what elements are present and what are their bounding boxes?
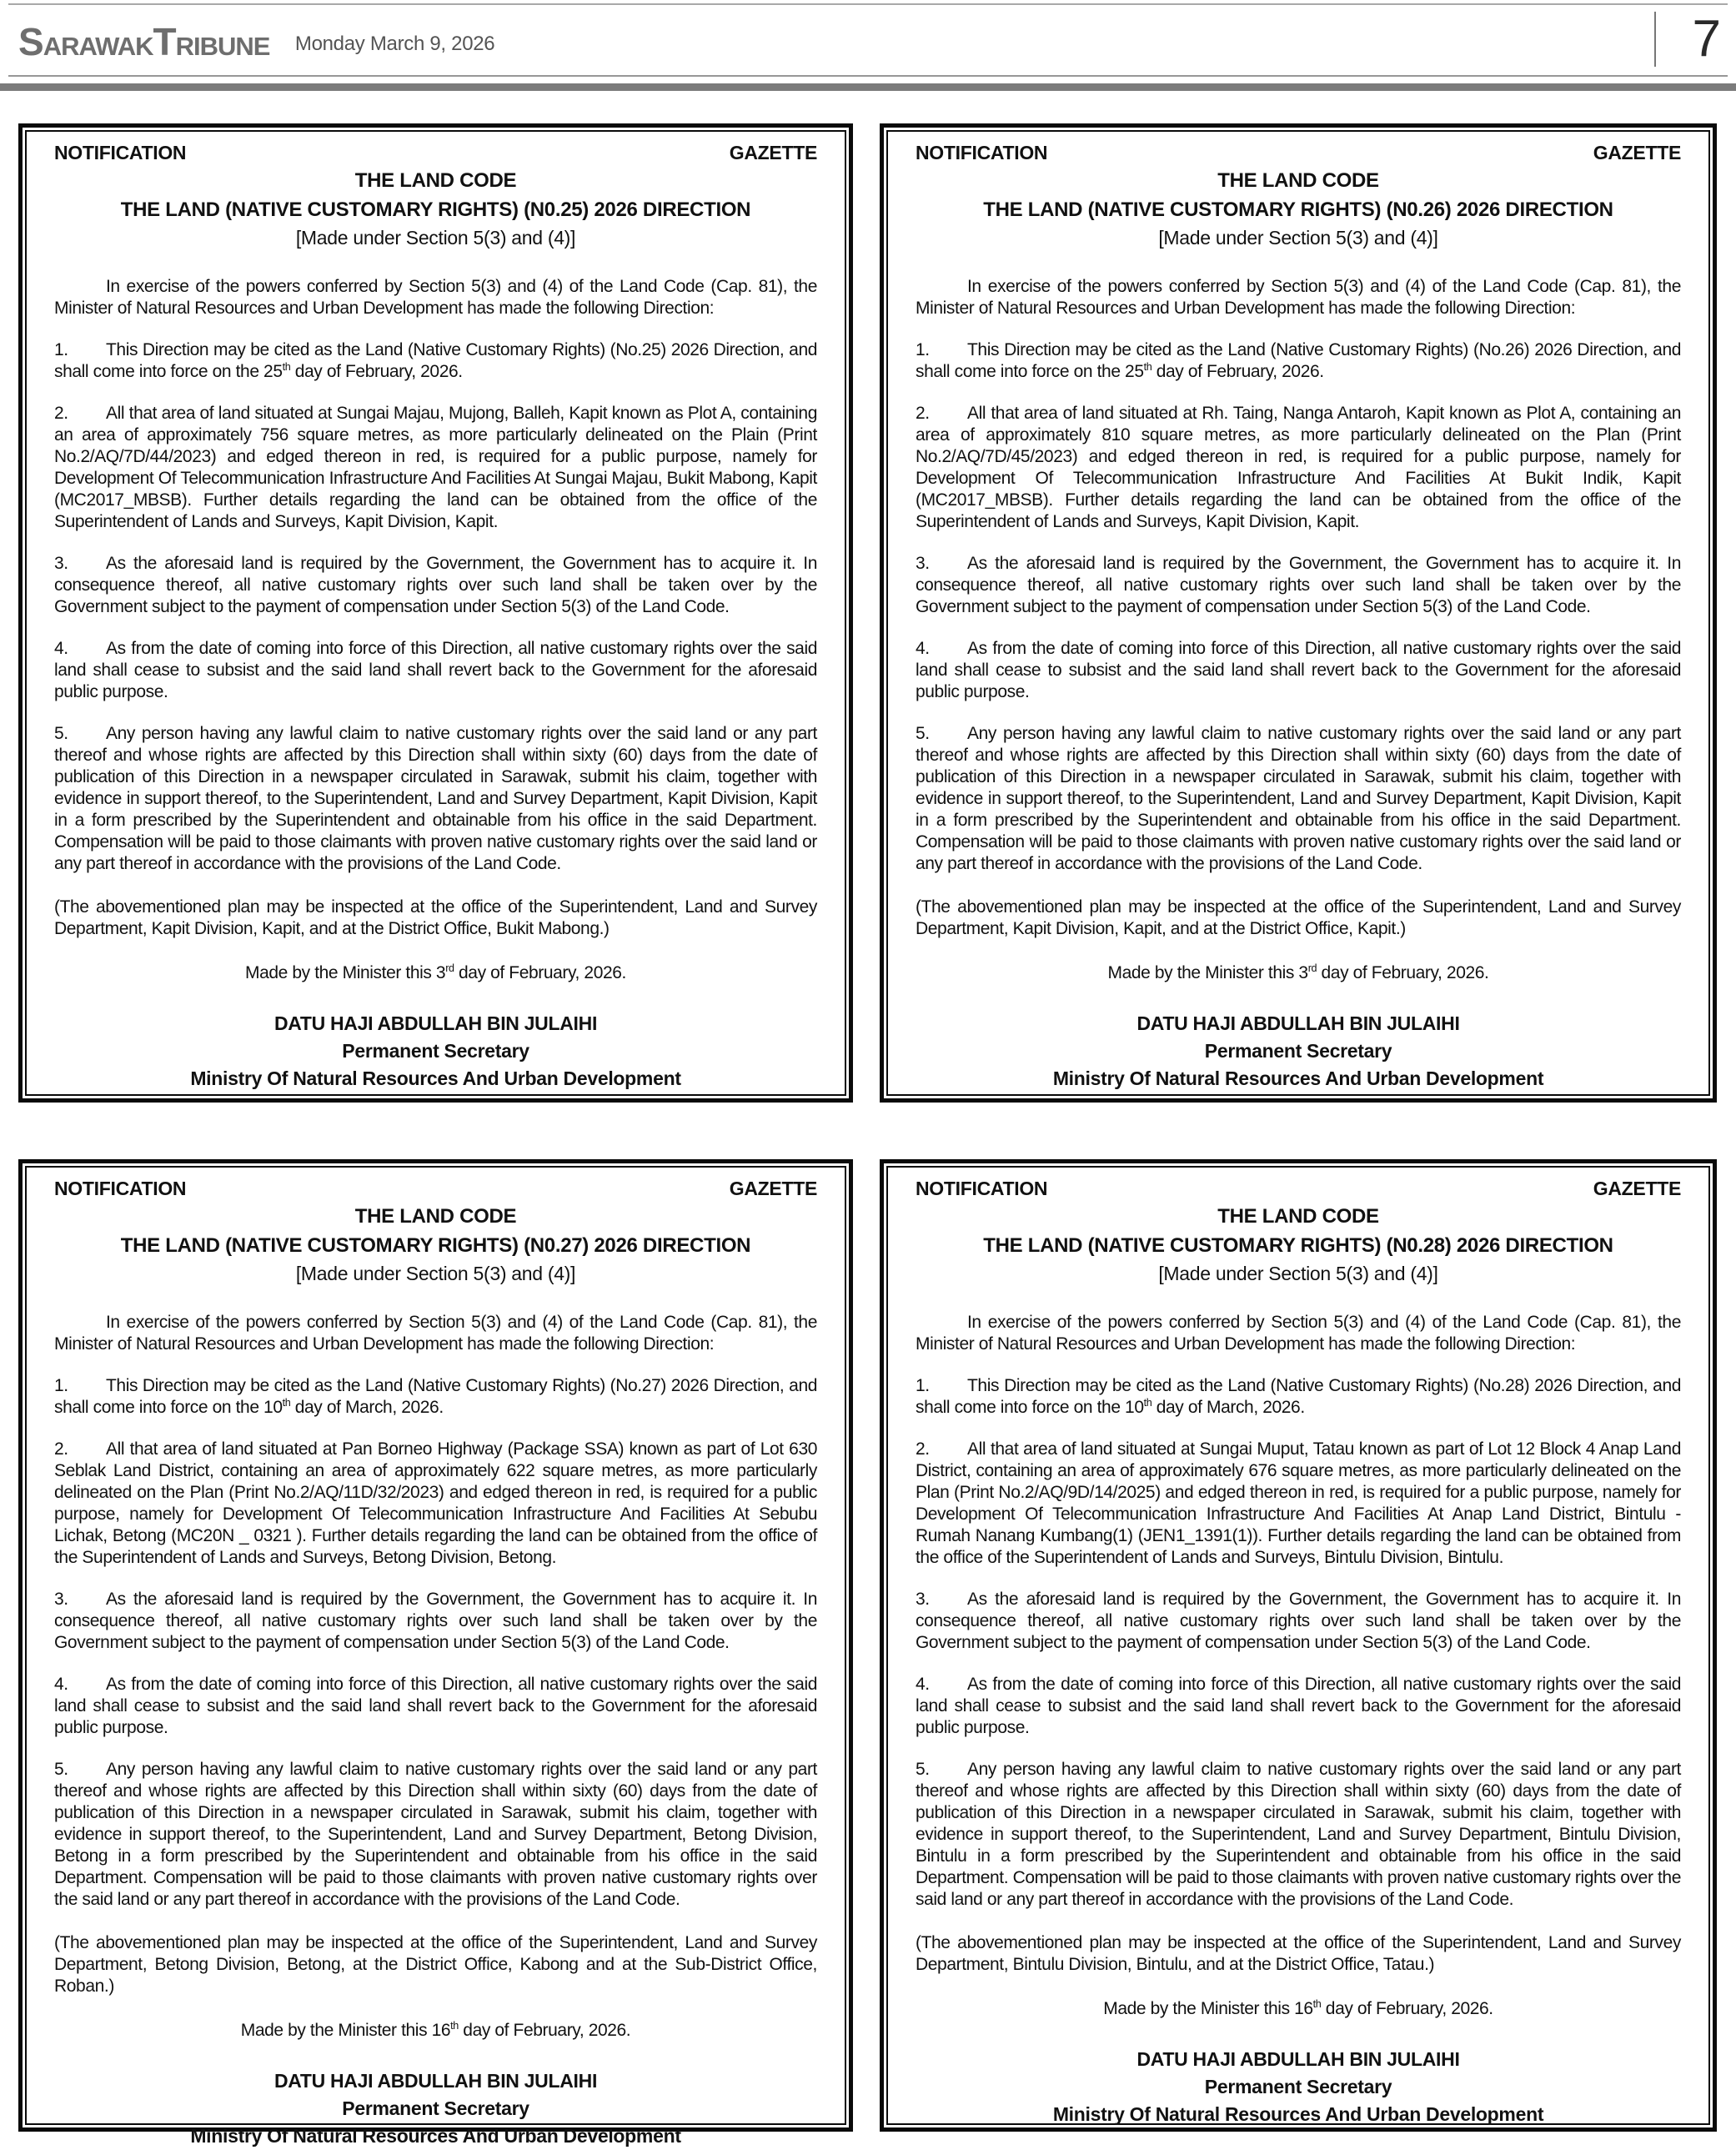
clause-number: 4. [54, 639, 68, 658]
made-by-text-tail: day of February, 2026. [1321, 1999, 1493, 2018]
clause-1 [54, 339, 817, 383]
ordinal-suffix: rd [445, 962, 454, 974]
signatory-name: DATU HAJI ABDULLAH BIN JULAIHI [1136, 1012, 1460, 1034]
clause-number: 2. [916, 1439, 930, 1459]
clause-5 [916, 723, 1681, 875]
clause-text: Any person having any lawful claim to native customary rights over the said land or any part thereof and whose rights are affected by this Direction shall within sixty (60) days from the date of publication of this Direction in a newspaper circulated in Sarawak, submit his claim, together with evidence in support thereof, to the Superintendent, Land and Survey Department, Betong Division, Betong in a form prescribed by the Superintendent and obtainable from his office in the said Department. Compensation will be paid to those claimants with proven native customary rights over the said land or any part thereof in accordance with the provisions of the Land Code. [54, 1760, 817, 1909]
clause-number: 4. [916, 639, 930, 658]
clause-number: 2. [54, 1439, 68, 1459]
clause-text: All that area of land situated at Sungai Muput, Tatau known as part of Lot 12 Block 4 Anap Land District, containing an area of approximately 676 square metres, as more particularly delineated on the Plan (Print No.2/AQ/9D/14/2025) and edged thereon in red, is required for a public purpose, namely for Development Of Telecommunication Infrastructure And Facilities At Anap Land District, Bintulu - Rumah Nanang Kumbang(1) (JEN1_1391(1)). Further details regarding the land can be obtained from the office of the Superintendent of Lands and Surveys, Bintulu Division, Bintulu. [916, 1439, 1681, 1567]
clause-number: 2. [916, 404, 930, 423]
made-by-text: Made by the Minister this 3 [1107, 963, 1308, 982]
header-rule [8, 75, 1728, 77]
signatory-title: Permanent Secretary [342, 2097, 529, 2119]
clause-1 [54, 1375, 817, 1419]
made-by-text-tail: day of February, 2026. [1317, 963, 1489, 982]
clause-number: 3. [916, 1590, 930, 1609]
made-by-line [54, 963, 817, 983]
signatory-name: DATU HAJI ABDULLAH BIN JULAIHI [273, 2070, 598, 2092]
clause-text: All that area of land situated at Sungai Majau, Mujong, Balleh, Kapit known as Plot A, containing an area of approximately 756 square metres, as more particularly delineated on the Plain (Print No.2/AQ/7D/44/2023) and edged thereon in red, is required for a public purpose, namely for Development Of Telecommunication Infrastructure And Facilities At Sungai Majau, Bukit Mabong, Kapit (MC2017_MBSB). Further details regarding the land can be obtained from the office of the Superintendent of Lands and Surveys, Kapit Division, Kapit. [54, 404, 817, 531]
clause-text: Any person having any lawful claim to native customary rights over the said land or any part thereof and whose rights are affected by this Direction shall within sixty (60) days from the date of publication of this Direction in a newspaper circulated in Sarawak, submit his claim, together with evidence in support thereof, to the Superintendent, Land and Survey Department, Bintulu Division, Bintulu in a form prescribed by the Superintendent and obtainable from his office in the said Department. Compensation will be paid to those claimants with proven native customary rights over the said land or any part thereof in accordance with the provisions of the Land Code. [916, 1760, 1681, 1909]
clause-text: Any person having any lawful claim to native customary rights over the said land or any part thereof and whose rights are affected by this Direction shall within sixty (60) days from the date of publication of this Direction in a newspaper circulated in Sarawak, submit his claim, together with evidence in support thereof, to the Superintendent, Land and Survey Department, Kapit Division, Kapit in a form prescribed by the Superintendent and obtainable from his office in the said Department. Compensation will be paid to those claimants with proven native customary rights over the said land or any part thereof in accordance with the provisions of the Land Code. [916, 724, 1681, 873]
clause-text: This Direction may be cited as the Land (Native Customary Rights) (No.25) 2026 Direction, and shall come into force on the 25 [54, 340, 817, 381]
clause-3 [54, 553, 817, 618]
page-number: 7 [1692, 10, 1721, 68]
clause-text: This Direction may be cited as the Land (Native Customary Rights) (No.28) 2026 Direction, and shall come into force on the 10 [916, 1376, 1681, 1417]
inspection-note: (The abovementioned plan may be inspected at the office of the Superintendent, Land and Survey Department, Bintulu Division, Bintulu, and at the District Office, Tatau.) [916, 1933, 1681, 1974]
signatory-title: Permanent Secretary [342, 1040, 529, 1062]
direction-title: THE LAND (NATIVE CUSTOMARY RIGHTS) (N0.28) 2026 DIRECTION [983, 1234, 1613, 1257]
inspection-note: (The abovementioned plan may be inspected at the office of the Superintendent, Land and Survey Department, Kapit Division, Kapit, and at the District Office, Bukit Mabong.) [54, 897, 817, 938]
clause-number: 1. [54, 1376, 68, 1395]
notice-no26 [880, 123, 1717, 1103]
clause-text-tail: day of February, 2026. [290, 362, 463, 381]
clause-1 [916, 1375, 1681, 1419]
notice-no26-inner [886, 130, 1710, 1096]
clause-number: 1. [54, 340, 68, 359]
page-number-divider [1654, 12, 1656, 67]
gazette-label: GAZETTE [1593, 142, 1681, 163]
clause-2 [916, 403, 1681, 533]
signature-block [54, 2067, 817, 2150]
intro-paragraph: In exercise of the powers conferred by Section 5(3) and (4) of the Land Code (Cap. 81), the Minister of Natural Resources and Urban Development has made the following Direction: [916, 1313, 1681, 1354]
clause-text: As from the date of coming into force of this Direction, all native customary rights over the said land shall cease to subsist and the said land shall revert back to the Government for the aforesaid public purpose. [54, 639, 817, 701]
clause-4 [54, 638, 817, 703]
clause-1 [916, 339, 1681, 383]
clause-number: 1. [916, 340, 930, 359]
land-code-title: THE LAND CODE [354, 169, 517, 192]
clause-text: As from the date of coming into force of this Direction, all native customary rights over the said land shall cease to subsist and the said land shall revert back to the Government for the aforesaid public purpose. [54, 1675, 817, 1737]
clause-text-tail: day of March, 2026. [1151, 1398, 1305, 1417]
clause-text: As the aforesaid land is required by the Government, the Government has to acquire it. In consequence thereof, all native customary rights over such land shall be taken over by the Government subject to the payment of compensation under Section 5(3) of the Land Code. [916, 1590, 1681, 1652]
signature-block [916, 2046, 1681, 2128]
signatory-title: Permanent Secretary [1204, 1040, 1392, 1062]
made-under-subtitle: [Made under Section 5(3) and (4)] [1158, 1263, 1438, 1284]
made-under-subtitle: [Made under Section 5(3) and (4)] [295, 227, 576, 249]
land-code-title: THE LAND CODE [1217, 169, 1379, 192]
clause-text: As the aforesaid land is required by the Government, the Government has to acquire it. In consequence thereof, all native customary rights over such land shall be taken over by the Government subject to the payment of compensation under Section 5(3) of the Land Code. [916, 554, 1681, 616]
clause-number: 5. [54, 1760, 68, 1779]
clause-5 [54, 723, 817, 875]
notification-label: NOTIFICATION [916, 142, 1048, 163]
clause-number: 3. [54, 1590, 68, 1609]
clause-4 [916, 638, 1681, 703]
gazette-label: GAZETTE [729, 142, 817, 163]
signatory-ministry: Ministry Of Natural Resources And Urban Development [190, 1067, 681, 1089]
clause-text: Any person having any lawful claim to native customary rights over the said land or any part thereof and whose rights are affected by this Direction shall within sixty (60) days from the date of publication of this Direction in a newspaper circulated in Sarawak, submit his claim, together with evidence in support thereof, to the Superintendent, Land and Survey Department, Kapit Division, Kapit in a form prescribed by the Superintendent and obtainable from his office in the said Department. Compensation will be paid to those claimants with proven native customary rights over the said land or any part thereof in accordance with the provisions of the Land Code. [54, 724, 817, 873]
page-header [17, 5, 1721, 75]
notice-no25 [18, 123, 853, 1103]
clause-2 [54, 1439, 817, 1569]
ordinal-suffix: th [1143, 1397, 1152, 1409]
notice-no28-inner [886, 1166, 1710, 2125]
clause-number: 2. [54, 404, 68, 423]
clause-number: 5. [916, 724, 930, 743]
signatory-name: DATU HAJI ABDULLAH BIN JULAIHI [1136, 2048, 1460, 2070]
signatory-ministry: Ministry Of Natural Resources And Urban Development [1052, 2103, 1544, 2125]
notice-no27-inner [25, 1166, 846, 2147]
land-code-title: THE LAND CODE [354, 1205, 517, 1228]
notification-label: NOTIFICATION [54, 142, 187, 163]
edition-date: Monday March 9, 2026 [294, 33, 495, 55]
made-under-subtitle: [Made under Section 5(3) and (4)] [295, 1263, 576, 1284]
clause-4 [54, 1674, 817, 1739]
clause-text: As the aforesaid land is required by the Government, the Government has to acquire it. In consequence thereof, all native customary rights over such land shall be taken over by the Government subject to the payment of compensation under Section 5(3) of the Land Code. [54, 554, 817, 616]
page-number-area [1654, 12, 1721, 67]
notice-tags [54, 1178, 817, 1200]
notice-no25-inner [25, 130, 846, 1096]
made-by-text: Made by the Minister this 16 [240, 2021, 451, 2040]
made-by-line [916, 963, 1681, 983]
inspection-note: (The abovementioned plan may be inspected at the office of the Superintendent, Land and Survey Department, Betong Division, Betong, at the District Office, Kabong and at the Sub-District Office, Roban.) [54, 1933, 817, 1996]
made-by-text-tail: day of February, 2026. [458, 2021, 631, 2040]
made-by-line [916, 1999, 1681, 2019]
land-code-title: THE LAND CODE [1217, 1205, 1379, 1228]
intro-paragraph: In exercise of the powers conferred by Section 5(3) and (4) of the Land Code (Cap. 81), the Minister of Natural Resources and Urban Development has made the following Direction: [916, 277, 1681, 318]
intro-paragraph: In exercise of the powers conferred by Section 5(3) and (4) of the Land Code (Cap. 81), the Minister of Natural Resources and Urban Development has made the following Direction: [54, 277, 817, 318]
signatory-title: Permanent Secretary [1204, 2076, 1392, 2097]
direction-title: THE LAND (NATIVE CUSTOMARY RIGHTS) (N0.27) 2026 DIRECTION [120, 1234, 751, 1257]
ordinal-suffix: th [1312, 1998, 1322, 2010]
signatory-name: DATU HAJI ABDULLAH BIN JULAIHI [273, 1012, 598, 1034]
clause-number: 1. [916, 1376, 930, 1395]
masthead-word-sarawak: SARAWAK [18, 20, 153, 63]
notices-grid [18, 123, 1717, 2147]
ordinal-suffix: th [282, 1397, 291, 1409]
clause-text: As from the date of coming into force of this Direction, all native customary rights over the said land shall cease to subsist and the said land shall revert back to the Government for the aforesaid public purpose. [916, 1675, 1681, 1737]
inspection-note: (The abovementioned plan may be inspected at the office of the Superintendent, Land and Survey Department, Kapit Division, Kapit, and at the District Office, Kapit.) [916, 897, 1681, 938]
ordinal-suffix: th [450, 2020, 459, 2032]
clause-text-tail: day of March, 2026. [290, 1398, 444, 1417]
notification-label: NOTIFICATION [54, 1178, 187, 1199]
clause-number: 3. [54, 554, 68, 573]
notice-no27 [18, 1159, 853, 2147]
clause-number: 5. [916, 1760, 930, 1779]
ordinal-suffix: th [1143, 361, 1152, 373]
made-under-subtitle: [Made under Section 5(3) and (4)] [1158, 227, 1438, 249]
clause-3 [916, 553, 1681, 618]
gazette-label: GAZETTE [729, 1178, 817, 1199]
clause-text: This Direction may be cited as the Land (Native Customary Rights) (No.27) 2026 Direction, and shall come into force on the 10 [54, 1376, 817, 1417]
clause-5 [54, 1759, 817, 1911]
notice-tags [916, 142, 1681, 164]
header-bar [0, 83, 1736, 91]
made-by-text: Made by the Minister this 3 [245, 963, 446, 982]
clause-number: 4. [54, 1675, 68, 1694]
signature-block [916, 1010, 1681, 1093]
notice-no28 [880, 1159, 1717, 2132]
clause-5 [916, 1759, 1681, 1911]
made-by-line [54, 2021, 817, 2041]
clause-number: 5. [54, 724, 68, 743]
notice-tags [54, 142, 817, 164]
signature-block [54, 1010, 817, 1093]
clause-text: This Direction may be cited as the Land (Native Customary Rights) (No.26) 2026 Direction, and shall come into force on the 25 [916, 340, 1681, 381]
intro-paragraph: In exercise of the powers conferred by Section 5(3) and (4) of the Land Code (Cap. 81), the Minister of Natural Resources and Urban Development has made the following Direction: [54, 1313, 817, 1354]
made-by-text-tail: day of February, 2026. [454, 963, 626, 982]
clause-number: 3. [916, 554, 930, 573]
direction-title: THE LAND (NATIVE CUSTOMARY RIGHTS) (N0.25) 2026 DIRECTION [120, 198, 751, 221]
masthead-logo [18, 20, 494, 68]
notice-tags [916, 1178, 1681, 1200]
signatory-ministry: Ministry Of Natural Resources And Urban Development [190, 2125, 681, 2147]
clause-2 [54, 403, 817, 533]
direction-title: THE LAND (NATIVE CUSTOMARY RIGHTS) (N0.26) 2026 DIRECTION [983, 198, 1613, 221]
ordinal-suffix: th [282, 361, 291, 373]
gazette-label: GAZETTE [1593, 1178, 1681, 1199]
made-by-text: Made by the Minister this 16 [1103, 1999, 1313, 2018]
clause-text: All that area of land situated at Pan Borneo Highway (Package SSA) known as part of Lot 630 Seblak Land District, containing an area of approximately 622 square metres, as more particularly delineated on the Plan (Print No.2/AQ/11D/32/2023) and edged thereon in red, is required for a public purpose, namely for Development Of Telecommunication Infrastructure And Facilities At Sebubu Lichak, Betong (MC20N _ 0321 ). Further details regarding the land can be obtained from the office of the Superintendent of Lands and Surveys, Betong Division, Betong. [54, 1439, 817, 1567]
masthead-word-tribune: TRIBUNE [153, 20, 270, 63]
clause-4 [916, 1674, 1681, 1739]
clause-3 [916, 1589, 1681, 1654]
clause-text: As from the date of coming into force of this Direction, all native customary rights over the said land shall cease to subsist and the said land shall revert back to the Government for the aforesaid public purpose. [916, 639, 1681, 701]
signatory-ministry: Ministry Of Natural Resources And Urban Development [1052, 1067, 1544, 1089]
clause-number: 4. [916, 1675, 930, 1694]
notification-label: NOTIFICATION [916, 1178, 1048, 1199]
clause-3 [54, 1589, 817, 1654]
clause-2 [916, 1439, 1681, 1569]
ordinal-suffix: rd [1307, 962, 1317, 974]
clause-text: All that area of land situated at Rh. Taing, Nanga Antaroh, Kapit known as Plot A, containing an area of approximately 810 square metres, as more particularly delineated on the Plan (Print No.2/AQ/7D/45/2023) and edged thereon in red, is required for a public purpose, namely for Development Of Telecommunication Infrastructure And Facilities At Bukit Indik, Kapit (MC2017_MBSB). Further details regarding the land can be obtained from the office of the Superintendent of Lands and Surveys, Kapit Division, Kapit. [916, 404, 1681, 531]
clause-text-tail: day of February, 2026. [1151, 362, 1324, 381]
clause-text: As the aforesaid land is required by the Government, the Government has to acquire it. In consequence thereof, all native customary rights over such land shall be taken over by the Government subject to the payment of compensation under Section 5(3) of the Land Code. [54, 1590, 817, 1652]
